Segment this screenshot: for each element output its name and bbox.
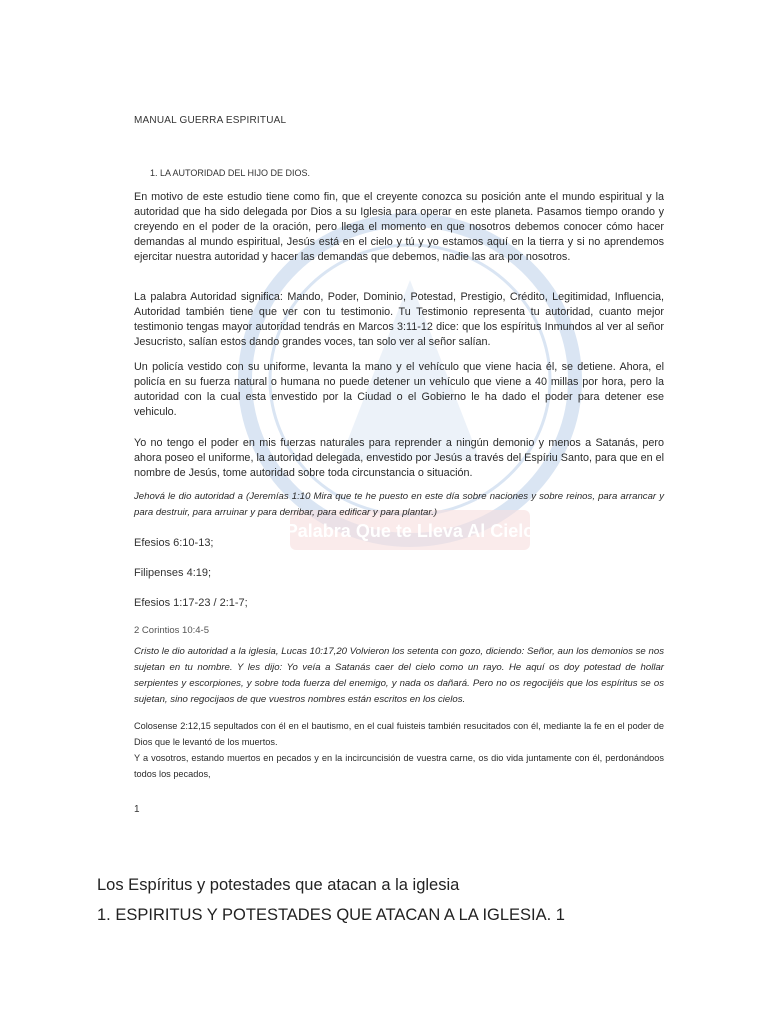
paragraph-definition: La palabra Autoridad significa: Mando, Poder, Dominio, Potestad, Prestigio, Crédito, Legitimidad, Influencia, Autoridad también tiene que ver con tu testimonio. Tu Testimonio representa tu autoridad, cuanto mejor testimonio tengas mayor autoridad tendrás en Marcos 3:11-12 dice: que los espíritus Inmundos al ver al señor Jesucristo, salían estos dando grandes voces, tan solo ver al señor salían. xyxy=(134,291,664,348)
ref-efesios-1: Efesios 1:17-23 / 2:1-7; xyxy=(134,597,248,609)
jehova-quote: Jehová le dio autoridad a (Jeremías 1:10 Mira que te he puesto en este día sobre naciones y sobre reinos, para arrancar y para destruir, para arruinar y para derribar, para edificar y para plantar.) xyxy=(134,491,664,518)
page-number: 1 xyxy=(134,804,140,815)
ref-efesios-6: Efesios 6:10-13; xyxy=(134,537,214,549)
watermark-text: Palabra Que te Lleva Al Cielo xyxy=(285,521,535,541)
outline-heading: Los Espíritus y potestades que atacan a la iglesia xyxy=(97,876,460,894)
paragraph-cristo: Cristo le dio autoridad a la iglesia, Lucas 10:17,20 Volvieron los setenta con gozo, diciendo: Señor, aun los demonios se nos sujetan en tu nombre. Y les dijo: Yo veía a Satanás caer del cielo como un rayo. He aquí os doy potestad de hollar serpientes y escorpiones, y sobre toda fuerza del enemigo, y nada os dañará. Pero no os regocijéis que los espíritus se os sujetan, sino regocijaos de que vuestros nombres están escritos en los cielos. xyxy=(134,646,664,705)
toc-entry[interactable]: 1. ESPIRITUS Y POTESTADES QUE ATACAN A LA IGLESIA. 1 xyxy=(97,906,565,924)
document-title: MANUAL GUERRA ESPIRITUAL xyxy=(134,115,287,126)
paragraph-power: Yo no tengo el poder en mis fuerzas naturales para reprender a ningún demonio y menos a Satanás, pero ahora poseo el uniforme, la autoridad delegada, envestido por Jesús a través del Espíriu Santo, para que en el nombre de Jesús, tome autoridad sobre toda circunstancia o situación. xyxy=(134,437,664,479)
paragraph-intro: En motivo de este estudio tiene como fin, que el creyente conozca su posición ante el mundo espiritual y la autoridad que ha sido delegada por Dios a su Iglesia para operar en este planeta. Pasamos tiempo orando y creyendo en el poder de la oración, pero llega el momento en que nosotros debemos conocer cómo hacer demandas al mundo espiritual, Jesús está en el cielo y tú y yo estamos aquí en la tierra y si no aprendemos ejercitar nuestra autoridad y hacer las demandas que debemos, nadie las ara por nosotros. xyxy=(134,191,664,263)
paragraph-police: Un policía vestido con su uniforme, levanta la mano y el vehículo que viene hacia él, se detiene. Ahora, el policía en su fuerza natural o humana no puede detener un vehículo que viene a 40 millas por hora, pero la autoridad con la cual esta envestido por la Ciudad o el Gobierno le ha dado el poder para detener ese vehiculo. xyxy=(134,361,664,418)
colosense-line-2: Y a vosotros, estando muertos en pecados y en la incircuncisión de vuestra carne, os dio vida juntamente con él, perdonándoos todos los pecados, xyxy=(134,753,664,779)
colosense-line-1: Colosense 2:12,15 sepultados con él en el bautismo, en el cual fuisteis también resucitados con él, mediante la fe en el poder de Dios que le levantó de los muertos. xyxy=(134,721,664,747)
ref-corintios: 2 Corintios 10:4-5 xyxy=(134,625,209,636)
ref-filipenses: Filipenses 4:19; xyxy=(134,567,212,579)
section-heading: 1. LA AUTORIDAD DEL HIJO DE DIOS. xyxy=(150,168,311,178)
